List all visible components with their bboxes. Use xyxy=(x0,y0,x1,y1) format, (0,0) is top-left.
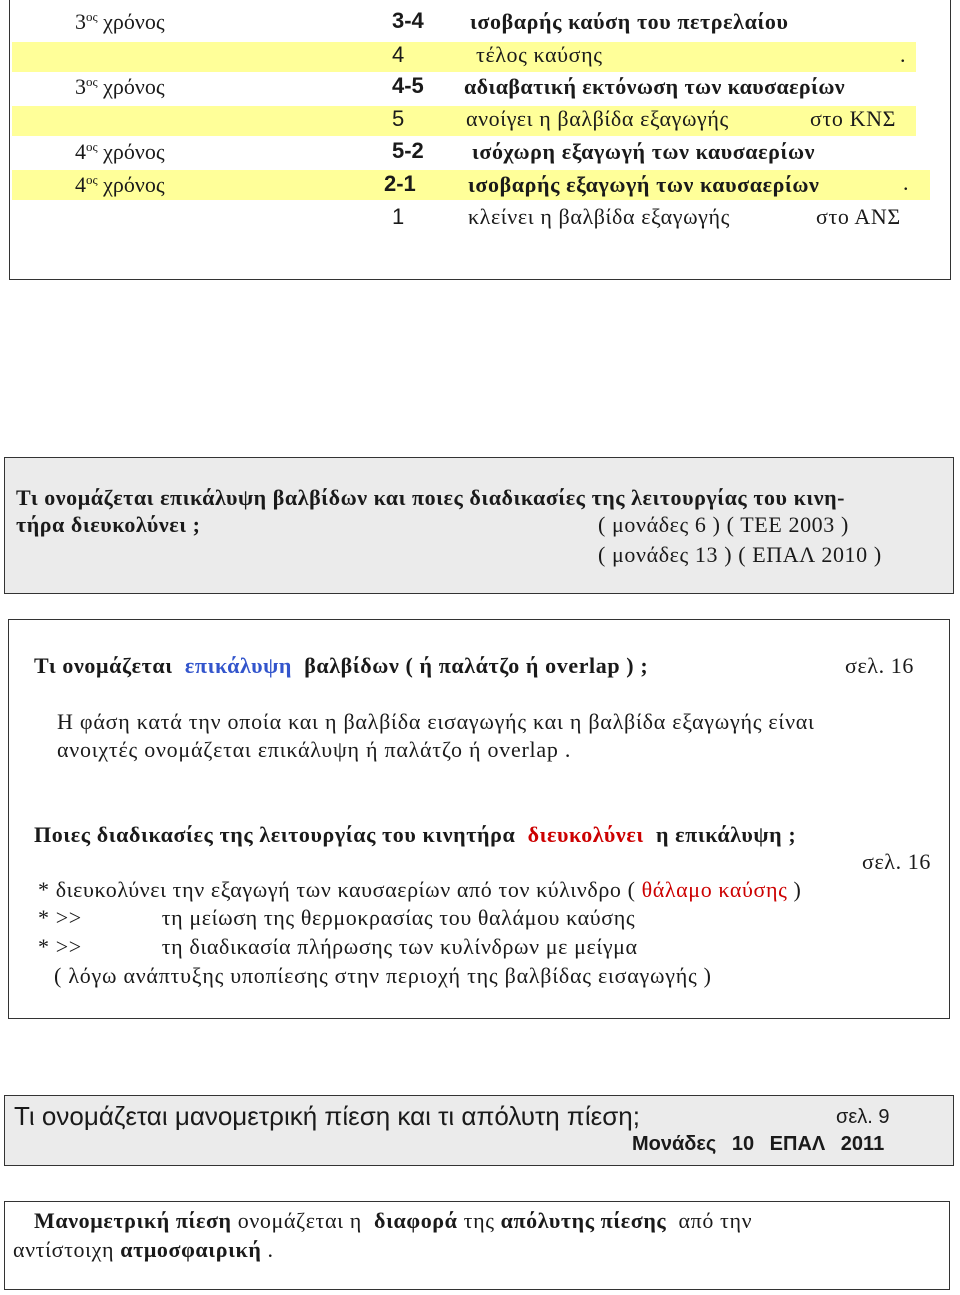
question-marks-2: ( μονάδες 13 ) ( ΕΠΑΛ 2010 ) xyxy=(598,542,882,567)
phase-row-2: 4 xyxy=(392,42,405,67)
answer-question-2: Ποιες διαδικασίες της λειτουργίας του κινητήρα διευκολύνει η επικάλυψη ; xyxy=(34,822,797,847)
highlight-row-2 xyxy=(12,42,916,72)
question-marks-1: ( μονάδες 6 ) ( ΤΕΕ 2003 ) xyxy=(598,512,849,537)
phase-row-6: 2-1 xyxy=(384,171,416,196)
desc-row-2: τέλος καύσης xyxy=(476,42,603,67)
tail-row-4: στο ΚΝΣ xyxy=(810,106,896,131)
page-ref-2: σελ. 16 xyxy=(862,849,931,874)
page-ref-1: σελ. 16 xyxy=(845,653,914,678)
bullet-1: * διευκολύνει την εξαγωγή των καυσαερίων από τον κύλινδρο ( θάλαμο καύσης ) xyxy=(38,877,802,902)
tail-row-7: στο ΑΝΣ xyxy=(816,204,901,229)
desc-row-3: αδιαβατική εκτόνωση των καυσαερίων xyxy=(464,74,846,99)
tail-row-6: . xyxy=(903,170,909,195)
question2-title: Τι ονομάζεται μανομετρική πίεση και τι απόλυτη πίεση; xyxy=(14,1101,640,1131)
phase-row-1: 3-4 xyxy=(392,8,424,33)
bullet-3: * >> τη διαδικασία πλήρωσης των κυλίνδρων με μείγμα xyxy=(38,934,638,959)
phase-row-5: 5-2 xyxy=(392,138,424,163)
stroke-label-row-6: $4^{o\varsigma}$ χρόνος xyxy=(75,172,165,197)
highlight-row-4 xyxy=(12,106,916,136)
phase-row-4: 5 xyxy=(392,106,405,131)
question2-marks: Μονάδες 10 ΕΠΑΛ 2011 xyxy=(632,1133,885,1155)
desc-row-5: ισόχωρη εξαγωγή των καυσαερίων xyxy=(472,139,816,164)
question-line-2: τήρα διευκολύνει ; xyxy=(16,512,201,537)
question-line-1: Τι ονομάζεται επικάλυψη βαλβίδων και ποιες διαδικασίες της λειτουργίας του κινη- xyxy=(16,485,846,510)
desc-row-7: κλείνει η βαλβίδα εξαγωγής xyxy=(468,204,730,229)
answer2-line-2: αντίστοιχη ατμοσφαιρική . xyxy=(13,1237,274,1262)
stroke-label-row-1: $3^{o\varsigma}$ χρόνος xyxy=(75,9,165,34)
stroke-label-row-3: $3^{o\varsigma}$ χρόνος xyxy=(75,74,165,99)
phase-row-3: 4-5 xyxy=(392,73,424,98)
desc-row-1: ισοβαρής καύση του πετρελαίου xyxy=(470,9,789,34)
definition-line-2: ανοιχτές ονομάζεται επικάλυψη ή παλάτζο ή overlap . xyxy=(57,737,572,762)
bullet-4: ( λόγω ανάπτυξης υποπίεσης στην περιοχή της βαλβίδας εισαγωγής ) xyxy=(54,963,712,988)
definition-line-1: Η φάση κατά την οποία και η βαλβίδα εισαγωγής και η βαλβίδα εξαγωγής είναι xyxy=(57,709,815,734)
tail-row-2: . xyxy=(900,42,906,67)
answer2-line-1: Μανομετρική πίεση ονομάζεται η διαφορά της απόλυτης πίεσης από την xyxy=(34,1208,753,1233)
phase-row-7: 1 xyxy=(392,204,405,229)
answer-question-1: Τι ονομάζεται επικάλυψη βαλβίδων ( ή παλάτζο ή overlap ) ; xyxy=(34,653,649,678)
desc-row-4: ανοίγει η βαλβίδα εξαγωγής xyxy=(466,106,729,131)
stroke-label-row-5: $4^{o\varsigma}$ χρόνος xyxy=(75,139,165,164)
bullet-2: * >> τη μείωση της θερμοκρασίας του θαλάμου καύσης xyxy=(38,905,636,930)
desc-row-6: ισοβαρής εξαγωγή των καυσαερίων xyxy=(468,172,820,197)
question2-page: σελ. 9 xyxy=(836,1106,890,1128)
